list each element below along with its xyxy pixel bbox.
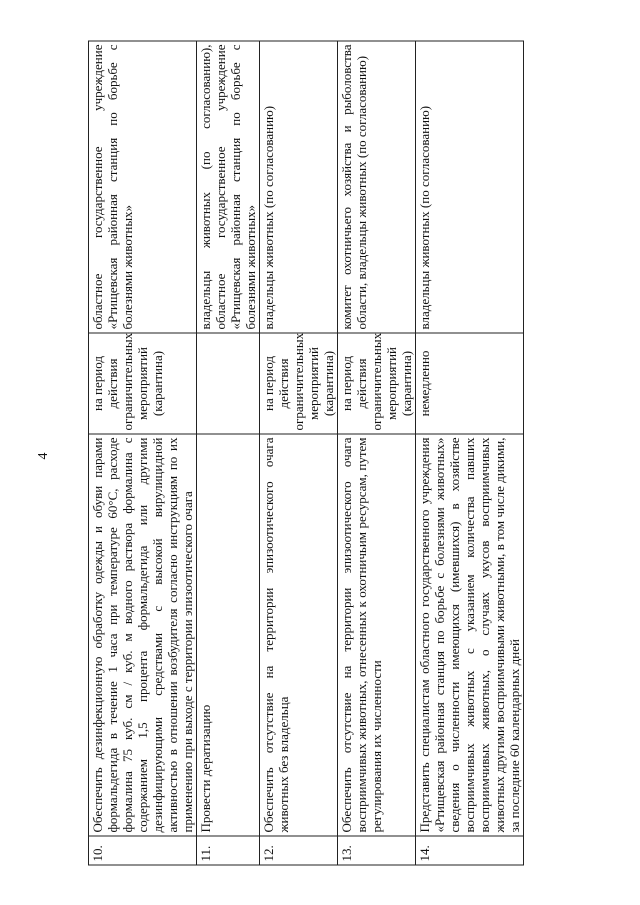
row-action: Представить специалистам областного государственного учреждения «Ртищевская районная станция по борьбе с болезнями животных» сведения о численности имеющихся (имевшихся) в хозяйстве восприимчивых животных с указанием количества павших восприимчивых животных, о случаях укусов восприимчивых животных другими восприимчивыми животными, в том числе дикими, за последние 60 календарных дней (416, 434, 524, 836)
row-action: Обеспечить отсутствие на территории эпизоотического очага животных без владельца (260, 434, 338, 836)
row-term: на период действия ограничительных мероприятий (карантина) (338, 333, 416, 434)
table-row (338, 41, 416, 865)
row-number: 11. (197, 836, 260, 865)
table-row (197, 41, 260, 865)
row-term: на период действия ограничительных мероприятий (карантина) (260, 333, 338, 434)
page-number: 4 (36, 452, 51, 460)
row-number: 13. (338, 836, 416, 865)
measures-table (88, 40, 524, 865)
row-term (197, 333, 260, 434)
row-number: 10. (89, 836, 197, 865)
row-term: немедленно (416, 333, 524, 434)
row-responsible: комитет охотничьего хозяйства и рыболовства области, владельцы животных (по согласованию) (338, 41, 416, 333)
table-row (89, 41, 197, 865)
table-row (260, 41, 338, 865)
row-responsible: владельцы животных (по согласованию), областное государственное учреждение «Ртищевская районная станция по борьбе с болезнями животных» (197, 41, 260, 333)
measures-table-container (88, 40, 628, 865)
row-term: на период действия ограничительных мероприятий (карантина) (89, 333, 197, 434)
row-action: Обеспечить отсутствие на территории эпизоотического очага восприимчивых животных, отнесенных к охотничьим ресурсам, путем регулирования их численности (338, 434, 416, 836)
row-number: 12. (260, 836, 338, 865)
row-number: 14. (416, 836, 524, 865)
row-action: Провести дератизацию (197, 434, 260, 836)
row-responsible: владельцы животных (по согласованию) (260, 41, 338, 333)
row-responsible: владельцы животных (по согласованию) (416, 41, 524, 333)
row-action: Обеспечить дезинфекционную обработку одежды и обуви парами формальдегида в течение 1 часа при температуре 60°С, расходе формалина 75 куб. см / куб. м водного раствора формалина с содержанием 1,5 процента формальдегида или другими дезинфицирующими средствами с высокой вирулицидной активностью в отношении возбудителя согласно инструкциям по их применению при выходе с территории эпизоотического очага (89, 434, 197, 836)
table-row (416, 41, 524, 865)
row-responsible: областное государственное учреждение «Ртищевская районная станция по борьбе с болезнями животных» (89, 41, 197, 333)
